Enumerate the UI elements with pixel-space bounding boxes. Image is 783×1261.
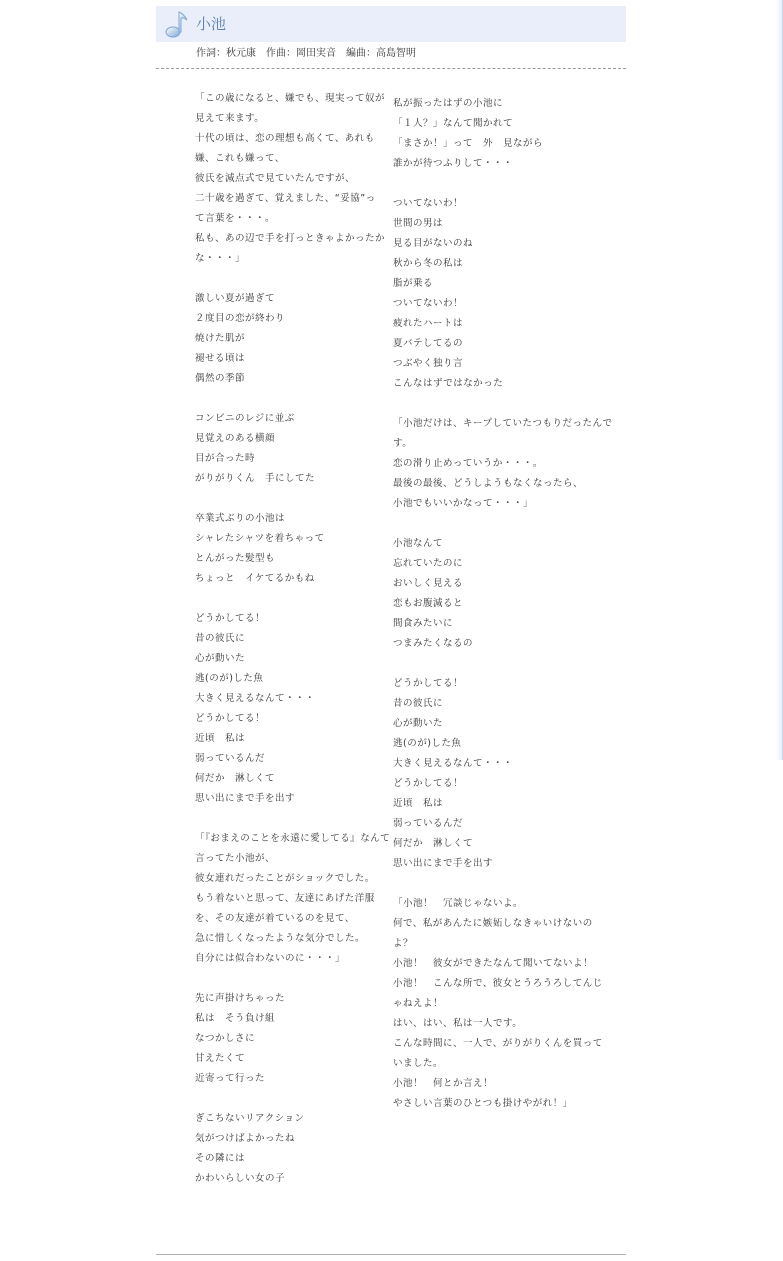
stanza-gap bbox=[393, 394, 588, 414]
lyric-line: ぎこちないリアクション bbox=[195, 1113, 305, 1124]
song-title: 小池 bbox=[196, 15, 227, 33]
song-header bbox=[156, 6, 626, 42]
header-divider bbox=[156, 68, 626, 69]
lyric-line: 誰かが待つふりして・・・ bbox=[393, 158, 514, 169]
footer-divider bbox=[156, 1254, 626, 1255]
lyrics-right-column bbox=[393, 94, 613, 1114]
lyric-line: 恋の滑り止めっていうか・・・。 bbox=[393, 458, 543, 469]
lyric-line: 弱っているんだ bbox=[393, 818, 464, 829]
lyric-line: 小池！ 何とか言え！ bbox=[393, 1078, 494, 1089]
lyric-line: やさしい言葉のひとつも掛けやがれ！」 bbox=[393, 1098, 573, 1109]
lyric-line: 十代の頃は、恋の理想も高くて、あれも bbox=[195, 133, 375, 144]
lyric-line: 近寄って行った bbox=[195, 1073, 266, 1084]
lyric-line: いました。 bbox=[393, 1058, 444, 1069]
lyric-line: 何だか 淋しくて bbox=[393, 838, 474, 849]
music-note-icon bbox=[164, 8, 190, 40]
lyric-line: 私も、あの辺で手を打っときゃよかったか bbox=[195, 233, 386, 244]
lyric-line: 自分には似合わないのに・・・」 bbox=[195, 953, 346, 964]
lyrics-left-column bbox=[195, 89, 391, 1189]
lyric-line: 「小池！ 冗談じゃないよ。 bbox=[393, 898, 524, 909]
lyric-line: 最後の最後、どうしようもなくなったら、 bbox=[393, 478, 584, 489]
lyric-line: コンビニのレジに並ぶ bbox=[195, 413, 295, 424]
lyric-line: こんなはずではなかった bbox=[393, 378, 504, 389]
lyric-line: 私は そう負け組 bbox=[195, 1013, 276, 1024]
lyric-line: 先に声掛けちゃった bbox=[195, 993, 286, 1004]
lyric-line: 何で、私があんたに嫉妬しなきゃいけないの bbox=[393, 918, 593, 929]
stanza-gap bbox=[195, 489, 370, 509]
lyric-line: どうかしてる！ bbox=[195, 613, 266, 624]
lyric-line: 彼氏を減点式で見ていたんですが、 bbox=[195, 173, 356, 184]
lyric-line: 大きく見えるなんて・・・ bbox=[393, 758, 514, 769]
lyric-line: もう着ないと思って、友達にあげた洋服 bbox=[195, 893, 375, 904]
lyric-line: 見覚えのある横顔 bbox=[195, 433, 276, 444]
lyric-line: 気がつけばよかったね bbox=[195, 1133, 296, 1144]
lyric-line: 小池！ 彼女ができたなんて聞いてないよ！ bbox=[393, 958, 594, 969]
lyric-line: 私が振ったはずの小池に bbox=[393, 98, 504, 109]
lyric-line: 秋から冬の私は bbox=[393, 258, 464, 269]
lyric-line: 見る目がないのね bbox=[393, 238, 474, 249]
lyric-line: 「『おまえのことを永遠に愛してる』なんて bbox=[195, 833, 391, 844]
lyric-line: 焼けた肌が bbox=[195, 333, 246, 344]
lyric-line: 偶然の季節 bbox=[195, 373, 246, 384]
lyric-line: 逃(のが)した魚 bbox=[393, 738, 462, 749]
lyric-line: がりがりくん 手にしてた bbox=[195, 473, 316, 484]
stanza-gap bbox=[393, 174, 588, 194]
lyric-line: 急に惜しくなったような気分でした。 bbox=[195, 933, 366, 944]
lyric-line: 小池！ こんな所で、彼女とうろうろしてんじ bbox=[393, 978, 603, 989]
page-edge-shadow bbox=[776, 0, 783, 760]
lyric-line: ついてないわ！ bbox=[393, 198, 464, 209]
lyric-line: 弱っているんだ bbox=[195, 753, 266, 764]
lyric-line: 近頃 私は bbox=[393, 798, 444, 809]
lyric-line: て言葉を・・・。 bbox=[195, 213, 276, 224]
lyric-line: どうかしてる！ bbox=[195, 713, 266, 724]
stanza-gap bbox=[393, 654, 588, 674]
lyric-line: 昔の彼氏に bbox=[393, 698, 444, 709]
lyric-line: どうかしてる！ bbox=[393, 678, 464, 689]
lyric-line: 甘えたくて bbox=[195, 1053, 246, 1064]
lyric-line: おいしく見える bbox=[393, 578, 464, 589]
stanza-gap bbox=[195, 389, 370, 409]
stanza-gap bbox=[393, 874, 588, 894]
lyric-line: ゃねえよ！ bbox=[393, 998, 444, 1009]
lyric-line: 脂が乗る bbox=[393, 278, 434, 289]
lyric-line: 卒業式ぶりの小池は bbox=[195, 513, 286, 524]
lyric-line: つぶやく独り言 bbox=[393, 358, 464, 369]
lyric-line: 二十歳を過ぎて、覚えました、“妥協”っ bbox=[195, 193, 376, 204]
stanza-gap bbox=[393, 514, 588, 534]
stanza-gap bbox=[195, 269, 370, 289]
lyric-line: 目が合った時 bbox=[195, 453, 256, 464]
lyric-line: 忘れていたのに bbox=[393, 558, 464, 569]
song-credits: 作詞：秋元康 作曲：岡田実音 編曲：高島智明 bbox=[196, 48, 416, 59]
lyric-line: かわいらしい女の子 bbox=[195, 1173, 286, 1184]
lyric-line: よ？ bbox=[393, 938, 414, 949]
lyric-line: す。 bbox=[393, 438, 413, 449]
lyric-line: 彼女連れだったことがショックでした。 bbox=[195, 873, 375, 884]
stanza-gap bbox=[195, 809, 370, 829]
lyric-line: 小池なんて bbox=[393, 538, 444, 549]
lyric-line: 昔の彼氏に bbox=[195, 633, 246, 644]
lyric-line: 見えて来ます。 bbox=[195, 113, 265, 124]
lyric-line: つまみたくなるの bbox=[393, 638, 474, 649]
lyric-line: 嫌、これも嫌って、 bbox=[195, 153, 285, 164]
lyric-line: 恋もお腹減ると bbox=[393, 598, 464, 609]
lyric-line: 疲れたハートは bbox=[393, 318, 464, 329]
stanza-gap bbox=[195, 969, 370, 989]
lyric-line: 小池でもいいかなって・・・」 bbox=[393, 498, 534, 509]
lyric-line: 大きく見えるなんて・・・ bbox=[195, 693, 316, 704]
lyric-line: 何だか 淋しくて bbox=[195, 773, 276, 784]
lyric-line: 言ってた小池が、 bbox=[195, 853, 276, 864]
lyric-line: なつかしさに bbox=[195, 1033, 256, 1044]
lyric-line: はい、はい、私は一人です。 bbox=[393, 1018, 523, 1029]
lyric-line: 「１人？」なんて聞かれて bbox=[393, 118, 514, 129]
lyric-line: を、その友達が着ているのを見て、 bbox=[195, 913, 355, 924]
lyric-line: 「小池だけは、キープしていたつもりだったんで bbox=[393, 418, 613, 429]
lyric-line: 心が動いた bbox=[393, 718, 444, 729]
lyric-line: 「まさか！」って 外 見ながら bbox=[393, 138, 544, 149]
lyric-line: その隣には bbox=[195, 1153, 246, 1164]
lyric-line: 心が動いた bbox=[195, 653, 246, 664]
lyric-line: な・・・」 bbox=[195, 253, 246, 264]
stanza-gap bbox=[195, 589, 370, 609]
lyric-line: ２度目の恋が終わり bbox=[195, 313, 286, 324]
lyric-line: 世間の男は bbox=[393, 218, 444, 229]
lyric-line: 思い出にまで手を出す bbox=[393, 858, 494, 869]
lyric-line: 夏バテしてるの bbox=[393, 338, 464, 349]
lyric-line: 近頃 私は bbox=[195, 733, 246, 744]
lyric-line: ついてないわ！ bbox=[393, 298, 464, 309]
lyric-line: とんがった髪型も bbox=[195, 553, 276, 564]
lyric-line: こんな時間に、一人で、がりがりくんを買って bbox=[393, 1038, 603, 1049]
lyric-line: どうかしてる！ bbox=[393, 778, 464, 789]
lyric-line: 思い出にまで手を出す bbox=[195, 793, 296, 804]
lyric-line: 逃(のが)した魚 bbox=[195, 673, 264, 684]
lyric-line: シャレたシャツを着ちゃって bbox=[195, 533, 325, 544]
stanza-gap bbox=[195, 1089, 370, 1109]
lyric-line: 激しい夏が過ぎて bbox=[195, 293, 276, 304]
lyric-line: 褪せる頃は bbox=[195, 353, 246, 364]
lyric-line: ちょっと イケてるかもね bbox=[195, 573, 315, 584]
lyric-line: 「この歳になると、嫌でも、現実って奴が bbox=[195, 93, 386, 104]
lyric-line: 間食みたいに bbox=[393, 618, 454, 629]
